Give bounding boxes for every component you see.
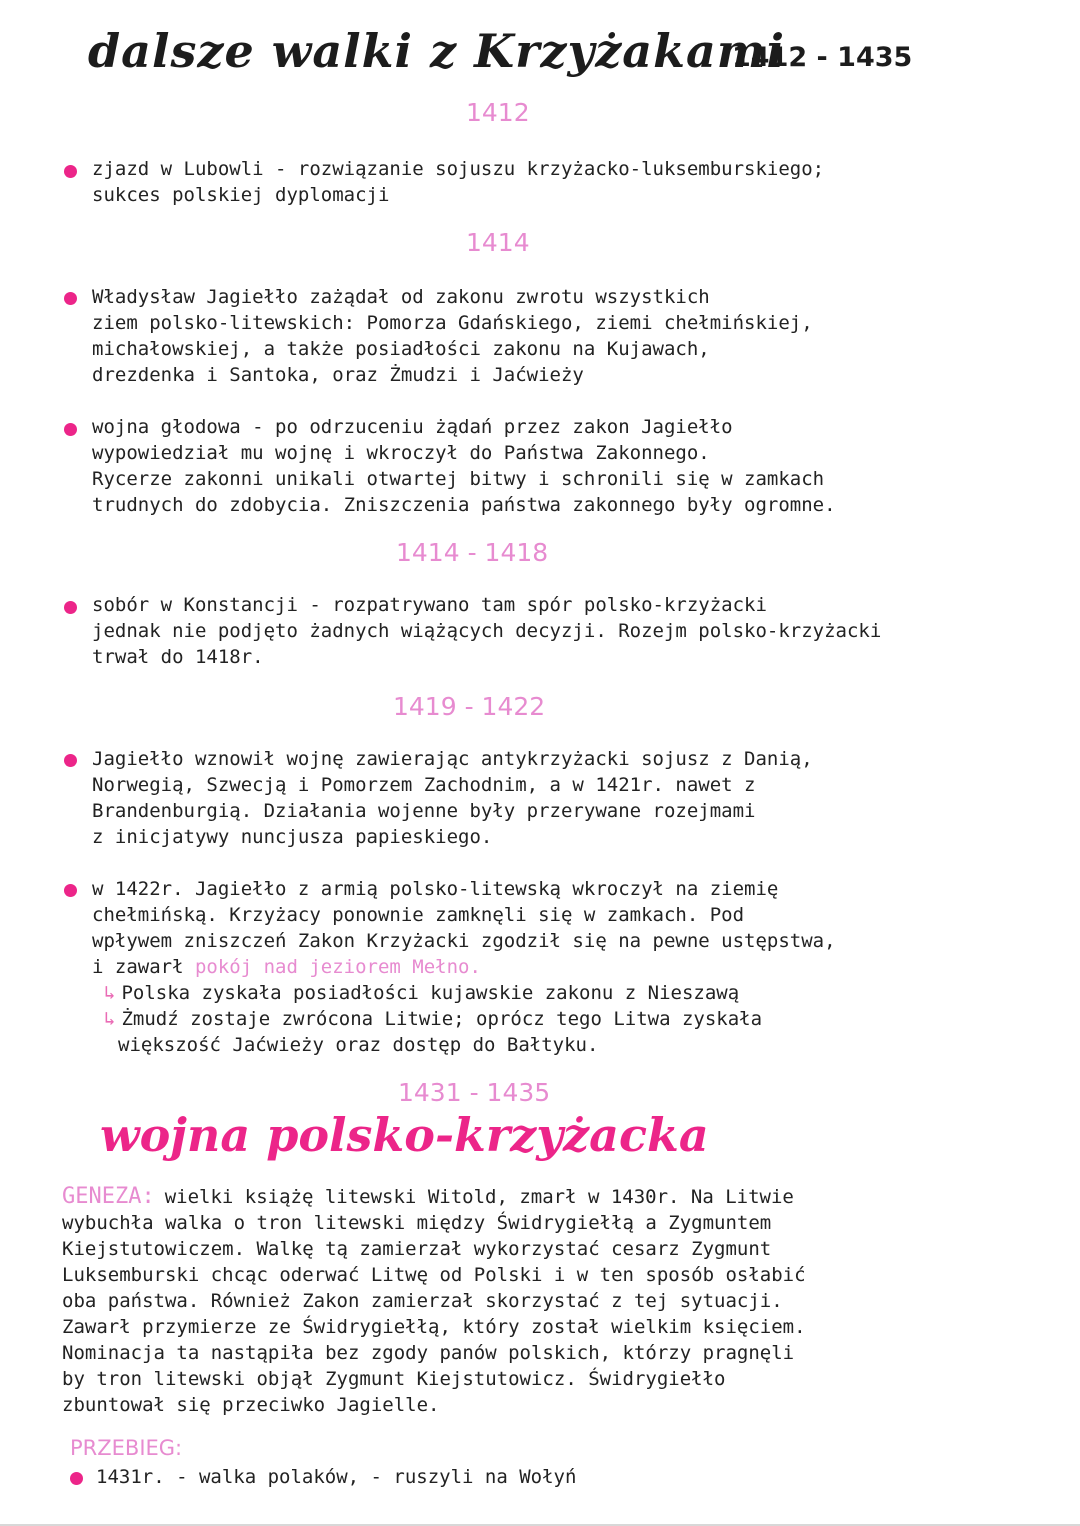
note-1422 bbox=[92, 876, 1042, 980]
genesis-label: GENEZA: bbox=[62, 1184, 155, 1209]
note-1422-text: w 1422r. Jagiełło z armią polsko-litewską wkroczył na ziemię chełmińską. Krzyżacy ponownie zamknęli się w zamkach. Pod wpływem zniszczeń Zakon Krzyżacki zgodził się na pewne ustępstwa, i zawarł bbox=[92, 878, 836, 978]
sub-point-text: Żmudź zostaje zwrócona Litwie; oprócz tego Litwa zyskała bbox=[121, 1008, 763, 1030]
arrow-icon: ↳ bbox=[104, 1008, 116, 1030]
title-years: 1412 - 1435 bbox=[732, 42, 913, 73]
bullet-dot bbox=[70, 1472, 83, 1485]
note-alliance: Jagiełło wznowił wojnę zawierając antykrzyżacki sojusz z Danią, Norwegią, Szwecją i Pomorzem Zachodnim, a w 1421r. nawet z Brandenburgią. Działania wojenne były przerywane rozejmami z inicjatywy nuncjusza papieskiego. bbox=[92, 748, 813, 848]
course-label: PRZEBIEG: bbox=[70, 1436, 183, 1460]
note-lubowla: zjazd w Lubowli - rozwiązanie sojuszu krzyżacko-luksemburskiego; sukces polskiej dyplomacji bbox=[92, 158, 825, 206]
bullet-dot bbox=[64, 165, 77, 178]
genesis-block bbox=[62, 1184, 1042, 1418]
bullet-dot bbox=[64, 754, 77, 767]
sub-point-text: Polska zyskała posiadłości kujawskie zakonu z Nieszawą bbox=[121, 982, 740, 1004]
bullet-dot bbox=[64, 292, 77, 305]
year-heading-1414-1418: 1414 - 1418 bbox=[396, 538, 549, 567]
page-title: dalsze walki z Krzyżakami bbox=[88, 24, 785, 78]
peace-melno: pokój nad jeziorem Mełno. bbox=[194, 956, 481, 978]
year-heading-1414: 1414 bbox=[466, 228, 530, 257]
year-heading-1412: 1412 bbox=[466, 98, 530, 127]
course-item: 1431r. - walka polaków, - ruszyli na Wołyń bbox=[96, 1466, 577, 1488]
arrow-icon: ↳ bbox=[104, 982, 116, 1004]
sub-point bbox=[104, 980, 1054, 1006]
note-hunger-war: wojna głodowa - po odrzuceniu żądań przez zakon Jagiełło wypowiedział mu wojnę i wkroczył do Państwa Zakonnego. Rycerze zakonni unikali otwartej bitwy i schronili się w zamkach trudnych do zdobycia. Zniszczenia państwa zakonnego były ogromne. bbox=[92, 416, 836, 516]
note-konstanz: sobór w Konstancji - rozpatrywano tam spór polsko-krzyżacki jednak nie podjęto żadnych wiążących decyzji. Rozejm polsko-krzyżacki trwał do 1418r. bbox=[92, 594, 882, 668]
genesis-text: wielki książę litewski Witold, zmarł w 1430r. Na Litwie wybuchła walka o tron litewski między Świdrygiełłą a Zygmuntem Kiejstutowiczem. Walkę tą zamierzał wykorzystać cesarz Zygmunt Luksemburski chcąc oderwać Litwę od Polski i w ten sposób osłabić oba państwa. Również Zakon zamierzał skorzystać z tej sytuacji. Zawarł przymierze ze Świdrygiełłą, który został wielkim księciem. Nominacja ta nastąpiła bez zgody panów polskich, którzy pragnęli by tron litewski objął Zygmunt Kiejstutowicz. Świdrygiełło zbuntował się przeciwko Jagielle. bbox=[62, 1186, 806, 1416]
bullet-dot bbox=[64, 884, 77, 897]
year-heading-1431-1435: 1431 - 1435 bbox=[398, 1078, 551, 1107]
year-heading-1419-1422: 1419 - 1422 bbox=[393, 692, 546, 721]
note-demands: Władysław Jagiełło zażądał od zakonu zwrotu wszystkich ziem polsko-litewskich: Pomorza Gdańskiego, ziemi chełmińskiej, michałowskiej, a także posiadłości zakonu na Kujawach, drezdenka i Santoka, oraz Żmudzi i Jaćwieży bbox=[92, 286, 813, 386]
war-headline: wojna polsko-krzyżacka bbox=[100, 1108, 709, 1162]
bullet-dot bbox=[64, 423, 77, 436]
bullet-dot bbox=[64, 601, 77, 614]
sub-point-continuation: większość Jaćwieży oraz dostęp do Bałtyku. bbox=[118, 1034, 599, 1056]
sub-point bbox=[104, 1006, 1054, 1032]
